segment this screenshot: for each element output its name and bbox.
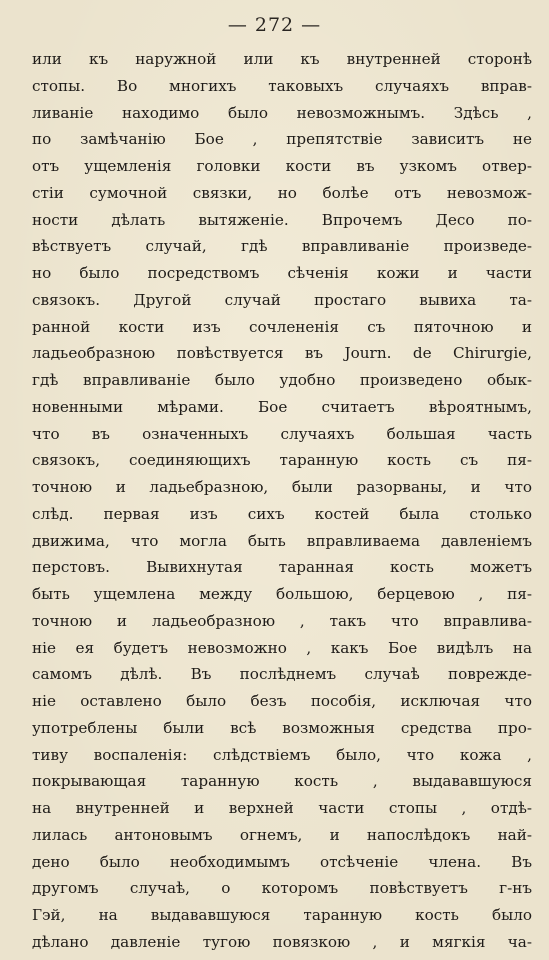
text-line: или къ наружной или къ внутренней сторонѣ [32, 50, 532, 68]
text-line: самомъ дѣлѣ. Въ послѣднемъ случаѣ поврежде- [32, 665, 532, 684]
text-line: связокъ. Другой случай простаго вывиха та- [32, 290, 532, 309]
text-line: покрывающая таранную кость , выдававшуюся [32, 772, 532, 791]
text-line: ніе ея будетъ невозможно , какъ Бое видѣлъ на [32, 638, 532, 657]
text-line: слѣд. первая изъ сихъ костей была столько [32, 504, 532, 523]
text-line: точною и ладьеобразною , такъ что вправлива- [32, 611, 532, 630]
text-line: тиву воспаленія: слѣдствіемъ было, что кожа , [32, 745, 532, 764]
text-line: дено было необходимымъ отсѣченіе члена. Въ [32, 852, 532, 871]
text-line: Гэй, на выдававшуюся таранную кость было [32, 906, 532, 924]
body-text [32, 46, 532, 956]
text-line: стопы. Во многихъ таковыхъ случаяхъ вправ- [32, 76, 532, 95]
text-line: другомъ случаѣ, о которомъ повѣствуетъ г-нъ [32, 879, 532, 898]
text-line: дѣлано давленіе тугою повязкою , и мягкія ча- [32, 932, 532, 951]
text-line: отъ ущемленія головки кости въ узкомъ отвер- [32, 157, 532, 175]
text-line: связокъ, соединяющихъ таранную кость съ пя- [32, 451, 532, 470]
text-line: ніе оставлено было безъ пособія, исключая что [32, 692, 532, 710]
text-line: движима, что могла быть вправливаема давленіемъ [32, 531, 532, 550]
text-line: гдѣ вправливаніе было удобно произведено обык- [32, 371, 532, 389]
text-line: ливаніе находимо было невозможнымъ. Здѣсь , [32, 103, 532, 122]
text-line: ладьеобразною повѣствуется въ Journ. de Chirurgie, [32, 344, 532, 363]
text-line: лилась антоновымъ огнемъ, и напослѣдокъ най- [32, 825, 532, 844]
text-line: что въ означенныхъ случаяхъ большая часть [32, 424, 532, 443]
text-line: вѣствуетъ случай, гдѣ вправливаніе произведе- [32, 237, 532, 256]
page-number: — 272 — [227, 14, 322, 36]
text-line: быть ущемлена между большою, берцевою , пя- [32, 585, 532, 603]
text-line: стіи сумочной связки, но болѣе отъ невозмож- [32, 183, 532, 202]
text-line: по замѣчанію Бое , препятствіе зависитъ не [32, 130, 532, 149]
text-line: употреблены были всѣ возможныя средства про- [32, 718, 532, 737]
text-line: точною и ладьебразною, были разорваны, и что [32, 478, 532, 496]
text-line: новенными мѣрами. Бое считаетъ вѣроятнымъ, [32, 397, 532, 416]
text-line: ности дѣлать вытяженіе. Впрочемъ Десо по- [32, 210, 532, 229]
text-line: но было посредствомъ сѣченія кожи и части [32, 264, 532, 282]
text-line: на внутренней и верхней части стопы , отдѣ- [32, 799, 532, 817]
text-line: ранной кости изъ сочлененія съ пяточною и [32, 317, 532, 336]
text-line: перстовъ. Вывихнутая таранная кость можетъ [32, 558, 532, 577]
